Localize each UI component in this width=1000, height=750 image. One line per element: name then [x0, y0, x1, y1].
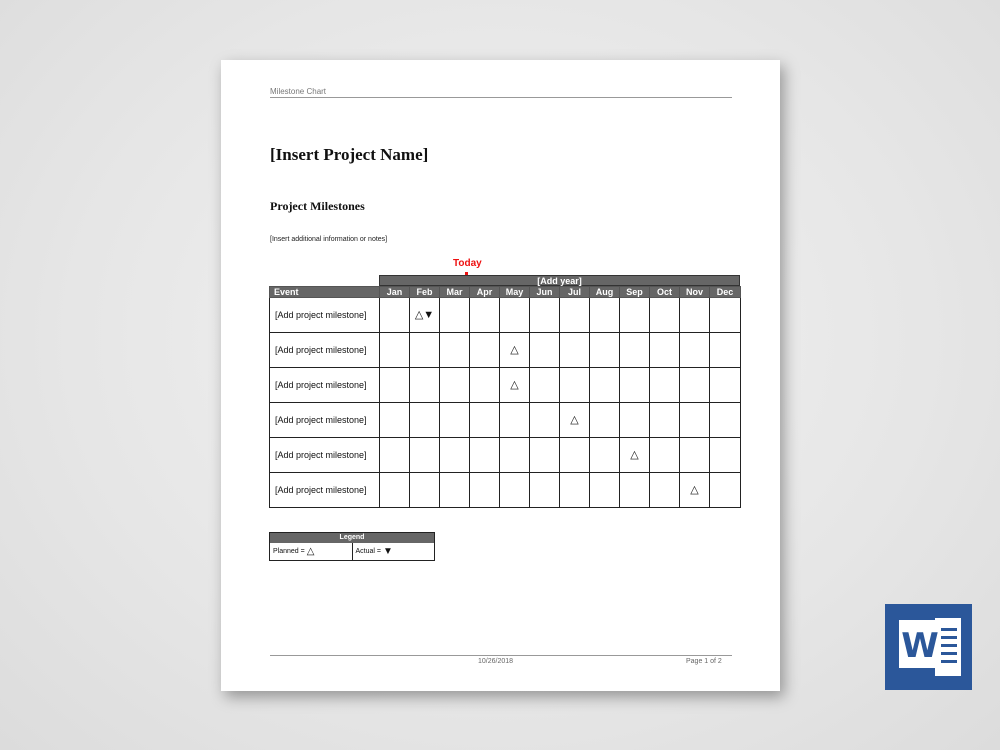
month-cell — [710, 333, 741, 368]
month-cell — [440, 368, 470, 403]
month-cell — [500, 473, 530, 508]
legend-box — [269, 532, 435, 561]
milestone-marker-icon: △ — [510, 378, 519, 391]
month-cell — [650, 298, 680, 333]
month-cell — [710, 438, 741, 473]
milestone-marker-icon: △ — [630, 448, 639, 461]
month-header: Aug — [590, 287, 620, 298]
month-cell — [440, 403, 470, 438]
month-cell — [650, 333, 680, 368]
event-column-header: Event — [270, 287, 380, 298]
month-cell — [680, 368, 710, 403]
month-cell — [440, 473, 470, 508]
month-cell — [500, 438, 530, 473]
document-page — [221, 60, 780, 691]
month-cell — [380, 333, 410, 368]
month-cell — [650, 403, 680, 438]
month-cell — [380, 473, 410, 508]
month-cell — [500, 368, 530, 403]
word-letter-icon: W — [899, 620, 941, 668]
month-cell — [470, 368, 500, 403]
milestone-event-cell: [Add project milestone] — [270, 368, 380, 403]
month-cell — [530, 298, 560, 333]
month-header: Jul — [560, 287, 590, 298]
table-row — [270, 473, 741, 508]
milestone-event-cell: [Add project milestone] — [270, 473, 380, 508]
month-cell — [500, 333, 530, 368]
month-cell — [620, 473, 650, 508]
month-cell — [410, 298, 440, 333]
milestone-marker-icon: △ — [570, 413, 579, 426]
month-cell — [560, 438, 590, 473]
month-header: Mar — [440, 287, 470, 298]
legend-planned — [270, 543, 352, 560]
notes-text: [Insert additional information or notes] — [270, 236, 388, 243]
month-header: Jan — [380, 287, 410, 298]
month-cell — [530, 403, 560, 438]
table-header-row — [270, 287, 741, 298]
month-cell — [440, 333, 470, 368]
section-heading: Project Milestones — [270, 199, 365, 213]
table-row — [270, 438, 741, 473]
month-cell — [680, 298, 710, 333]
month-cell — [560, 473, 590, 508]
footer-page-number: Page 1 of 2 — [686, 658, 722, 665]
header-divider — [270, 97, 732, 98]
month-cell — [440, 298, 470, 333]
month-cell — [680, 473, 710, 508]
month-header: Sep — [620, 287, 650, 298]
month-cell — [410, 438, 440, 473]
month-cell — [710, 298, 741, 333]
month-cell — [590, 473, 620, 508]
month-cell — [620, 403, 650, 438]
month-cell — [470, 333, 500, 368]
word-logo-icon — [885, 604, 972, 690]
milestone-event-cell: [Add project milestone] — [270, 438, 380, 473]
month-header: Oct — [650, 287, 680, 298]
legend-actual — [352, 543, 435, 560]
month-cell — [590, 298, 620, 333]
month-cell — [620, 438, 650, 473]
month-cell — [440, 438, 470, 473]
month-cell — [380, 368, 410, 403]
month-cell — [410, 333, 440, 368]
table-row — [270, 298, 741, 333]
milestone-event-cell: [Add project milestone] — [270, 333, 380, 368]
month-cell — [380, 298, 410, 333]
month-cell — [620, 333, 650, 368]
milestone-marker-icon: △▼ — [414, 308, 435, 321]
month-cell — [470, 473, 500, 508]
month-header: May — [500, 287, 530, 298]
month-cell — [650, 438, 680, 473]
table-row — [270, 403, 741, 438]
month-cell — [680, 333, 710, 368]
month-cell — [380, 403, 410, 438]
month-cell — [560, 403, 590, 438]
table-row — [270, 333, 741, 368]
month-cell — [710, 403, 741, 438]
month-cell — [530, 333, 560, 368]
month-cell — [470, 403, 500, 438]
legend-planned-label: Planned = — [273, 548, 305, 555]
milestone-marker-icon: △ — [510, 343, 519, 356]
month-header: Apr — [470, 287, 500, 298]
planned-triangle-icon: △ — [306, 546, 315, 557]
month-cell — [650, 473, 680, 508]
month-cell — [680, 438, 710, 473]
month-header: Jun — [530, 287, 560, 298]
month-cell — [620, 298, 650, 333]
month-cell — [560, 368, 590, 403]
month-cell — [530, 368, 560, 403]
today-label: Today — [453, 258, 482, 269]
month-cell — [560, 298, 590, 333]
month-header: Dec — [710, 287, 741, 298]
month-header: Nov — [680, 287, 710, 298]
milestone-marker-icon: △ — [690, 483, 699, 496]
month-cell — [680, 403, 710, 438]
milestone-event-cell: [Add project milestone] — [270, 298, 380, 333]
month-cell — [470, 298, 500, 333]
legend-actual-label: Actual = — [355, 548, 381, 555]
month-cell — [590, 368, 620, 403]
project-title: [Insert Project Name] — [270, 145, 429, 164]
month-cell — [470, 438, 500, 473]
year-header: [Add year] — [379, 275, 740, 286]
month-cell — [380, 438, 410, 473]
month-header: Feb — [410, 287, 440, 298]
month-cell — [500, 403, 530, 438]
footer-divider — [270, 655, 732, 656]
footer-date: 10/26/2018 — [478, 658, 514, 665]
month-cell — [620, 368, 650, 403]
month-cell — [710, 473, 741, 508]
page-header-text: Milestone Chart — [270, 87, 327, 96]
month-cell — [500, 298, 530, 333]
milestone-event-cell: [Add project milestone] — [270, 403, 380, 438]
month-cell — [530, 438, 560, 473]
month-cell — [650, 368, 680, 403]
month-cell — [710, 368, 741, 403]
milestone-table — [269, 286, 741, 508]
month-cell — [560, 333, 590, 368]
table-row — [270, 368, 741, 403]
month-cell — [590, 403, 620, 438]
month-cell — [530, 473, 560, 508]
month-cell — [590, 333, 620, 368]
month-cell — [410, 403, 440, 438]
month-cell — [590, 438, 620, 473]
legend-title: Legend — [270, 533, 434, 543]
month-cell — [410, 473, 440, 508]
month-cell — [410, 368, 440, 403]
actual-triangle-icon: ▼ — [383, 546, 393, 557]
